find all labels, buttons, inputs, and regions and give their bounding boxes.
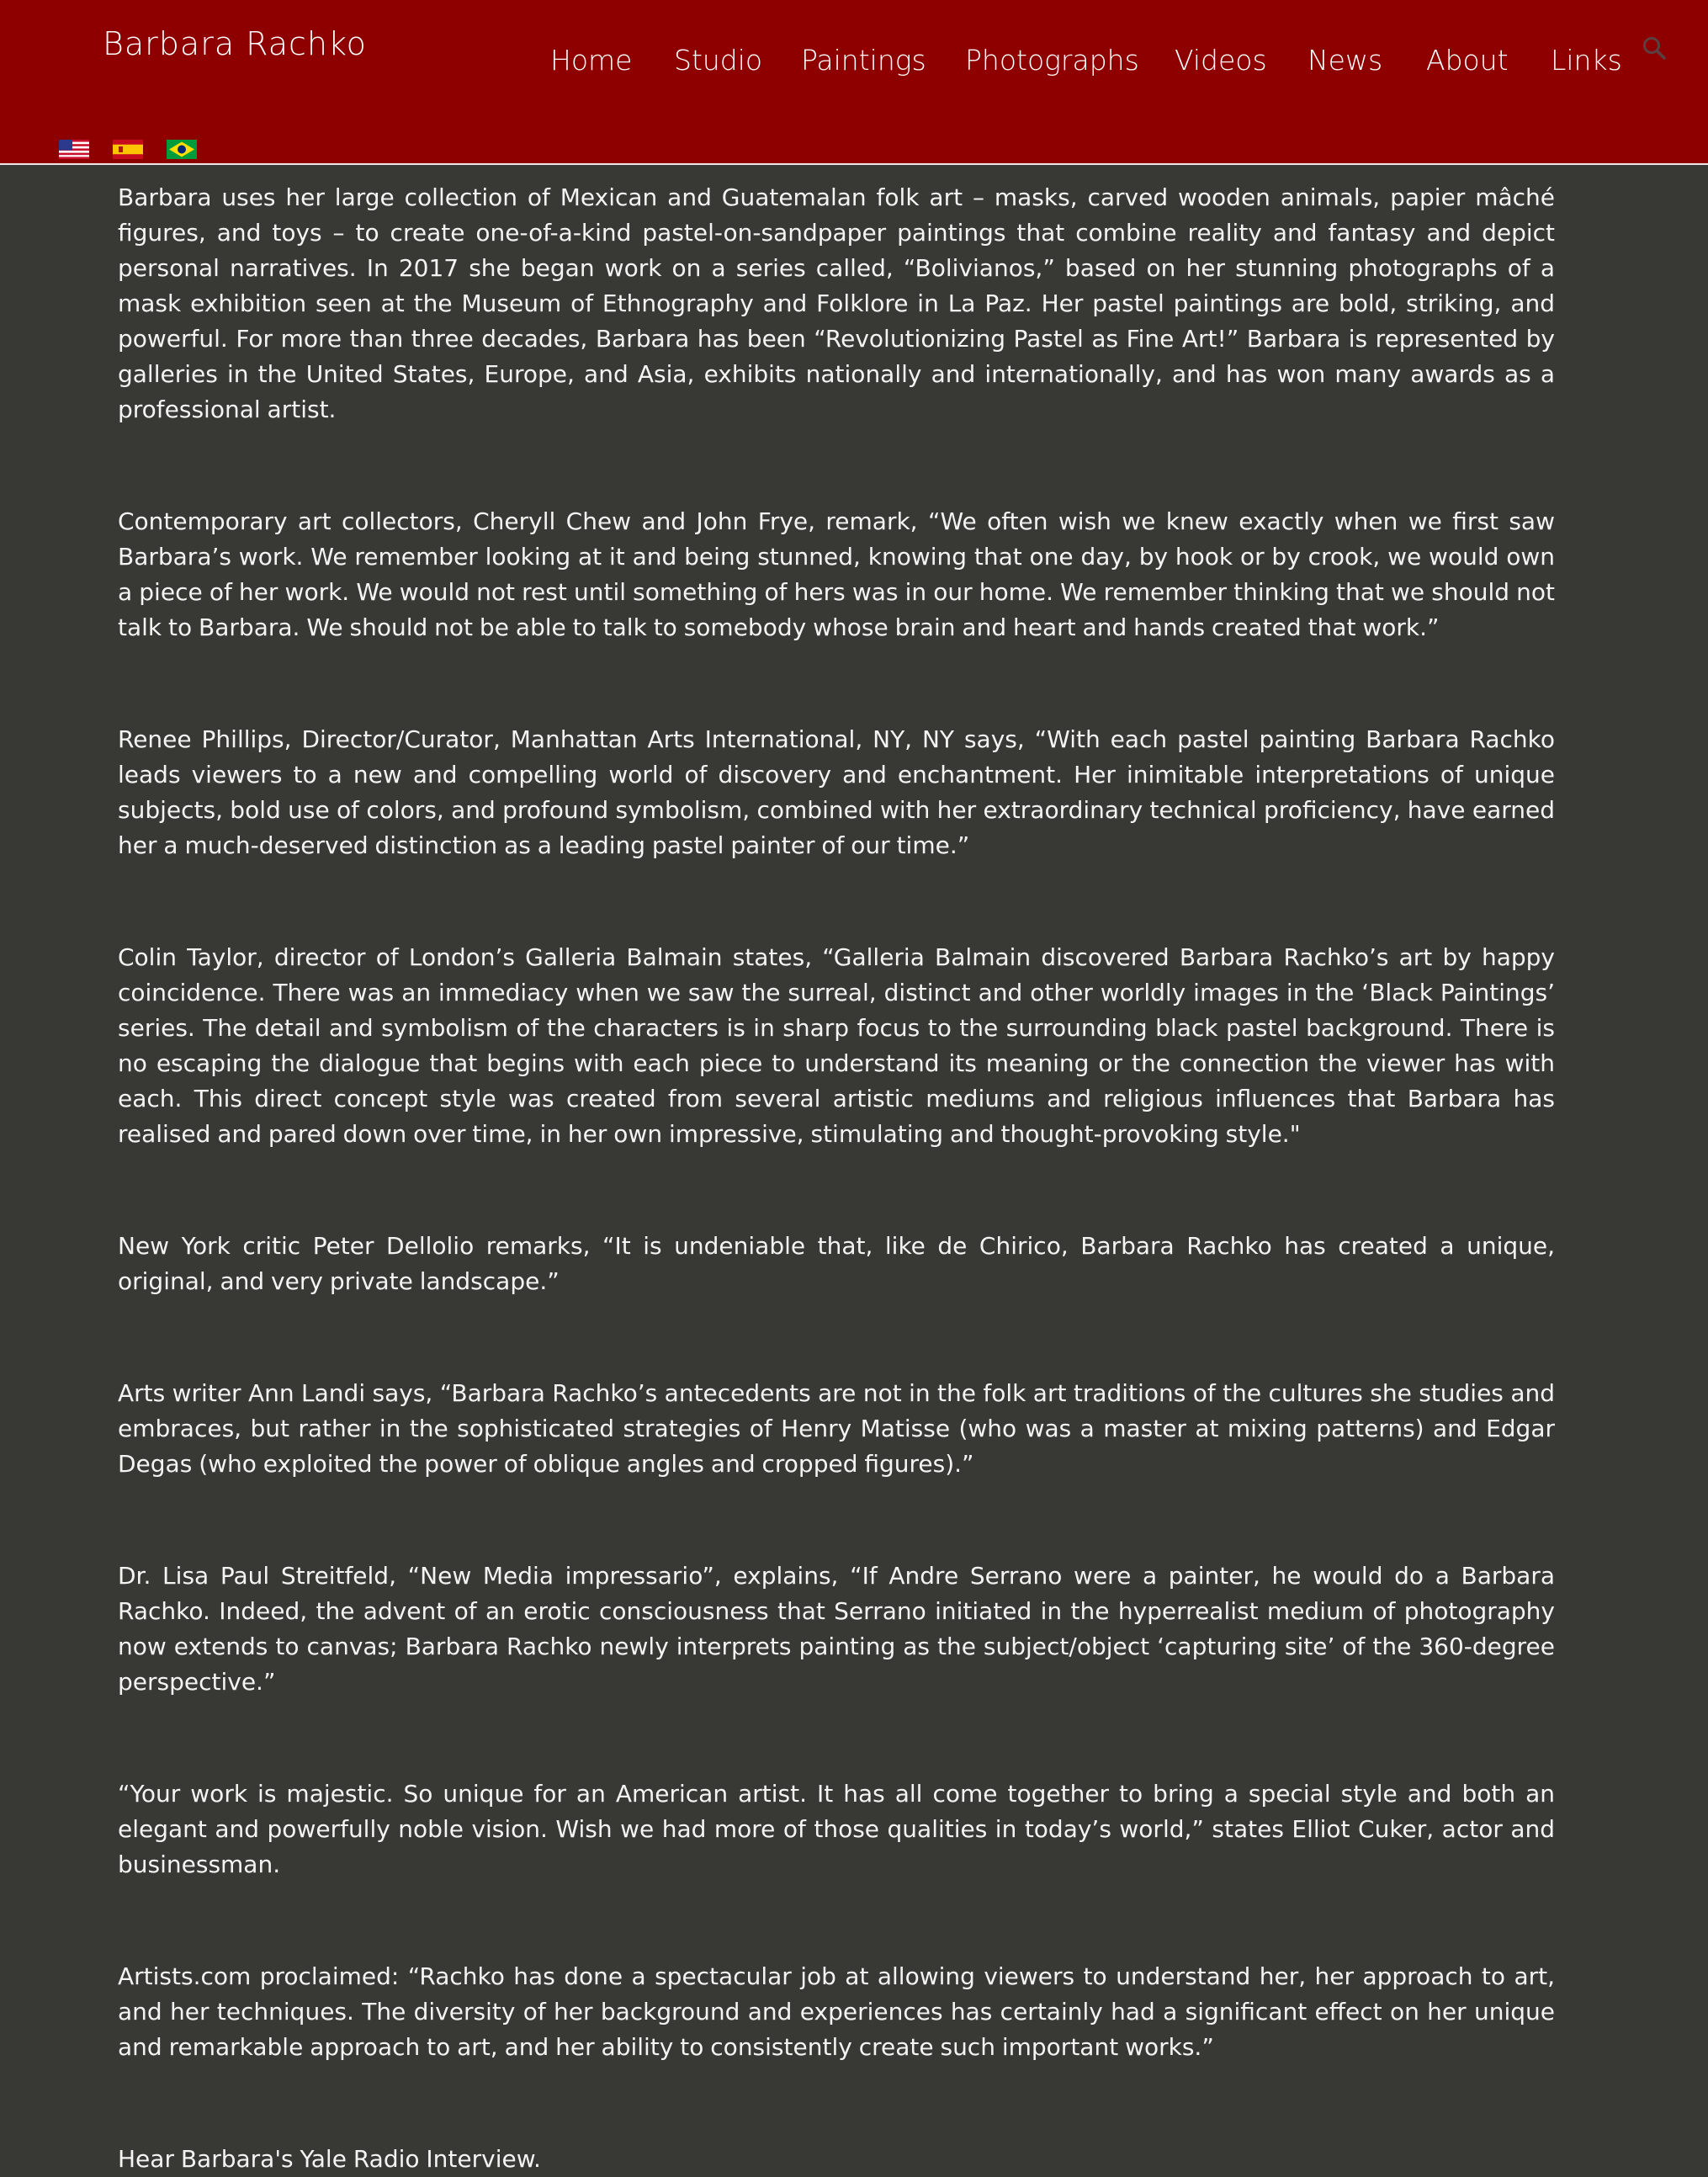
- nav-photographs[interactable]: Photographs: [965, 44, 1139, 77]
- interview-paragraph: [118, 2142, 1555, 2177]
- site-header: [0, 0, 1708, 165]
- quote-paragraph-streitfeld: Dr. Lisa Paul Streitfeld, “New Media impressario”, explains, “If Andre Serrano were a painter, he would do a Barbara Rachko. Indeed, the advent of an erotic consciousness that Serrano initiated in the hyperrealist medium of photography now extends to canvas; Barbara Rachko newly interprets painting as the subject/object ‘capturing site’ of the 360-degree perspective.”: [118, 1562, 1555, 1696]
- main-nav: [0, 44, 1708, 86]
- quote-paragraph-landi: Arts writer Ann Landi says, “Barbara Rachko’s antecedents are not in the folk art traditions of the cultures she studies and embraces, but rather in the sophisticated strategies of Henry Matisse (who was a master at mixing patterns) and Edgar Degas (who exploited the power of oblique angles and cropped figures).”: [118, 1379, 1555, 1478]
- nav-links[interactable]: Links: [1551, 44, 1622, 77]
- quote-paragraph-chew-frye: Contemporary art collectors, Cheryll Chew and John Frye, remark, “We often wish we knew exactly when we first saw Barbara’s work. We remember looking at it and being stunned, knowing that one day, by hook or by crook, we would own a piece of her work. We would not rest until something of hers was in our home. We remember thinking that we should not talk to Barbara. We should not be able to talk to somebody whose brain and heart and hands created that work.”: [118, 507, 1555, 641]
- quote-paragraph-dellolio: New York critic Peter Dellolio remarks, “It is undeniable that, like de Chirico, Barbara Rachko has created a unique, original, and very private landscape.”: [118, 1232, 1555, 1295]
- nav-home[interactable]: Home: [550, 44, 633, 77]
- nav-news[interactable]: News: [1308, 44, 1383, 77]
- brazil-flag-icon[interactable]: [167, 140, 197, 159]
- site-logo-link[interactable]: Barbara Rachko: [103, 25, 367, 62]
- quote-paragraph-taylor: Colin Taylor, director of London’s Galleria Balmain states, “Galleria Balmain discovered Barbara Rachko’s art by happy coincidence. There was an immediacy when we saw the surreal, distinct and other worldly images in the ‘Black Paintings’ series. The detail and symbolism of the characters is in sharp focus to the surrounding black pastel background. There is no escaping the dialogue that begins with each piece to understand its meaning or the connection the viewer has with each. This direct concept style was created from several artistic mediums and religious influences that Barbara has realised and pared down over time, in her own impressive, stimulating and thought-provoking style.": [118, 943, 1555, 1148]
- about-content: [118, 180, 1555, 2177]
- bio-paragraph: Barbara uses her large collection of Mexican and Guatemalan folk art – masks, carved wooden animals, papier mâché figures, and toys – to create one-of-a-kind pastel-on-sandpaper paintings that combine reality and fantasy and depict personal narratives. In 2017 she began work on a series called, “Bolivianos,” based on her stunning photographs of a mask exhibition seen at the Museum of Ethnography and Folklore in La Paz. Her pastel paintings are bold, striking, and powerful. For more than three decades, Barbara has been “Revolutionizing Pastel as Fine Art!” Barbara is represented by galleries in the United States, Europe, and Asia, exhibits nationally and internationally, and has won many awards as a professional artist.: [118, 183, 1555, 423]
- nav-videos[interactable]: Videos: [1175, 44, 1267, 77]
- us-flag-icon[interactable]: [59, 140, 89, 159]
- nav-about[interactable]: About: [1426, 44, 1509, 77]
- nav-studio[interactable]: Studio: [674, 44, 763, 77]
- quote-paragraph-phillips: Renee Phillips, Director/Curator, Manhattan Arts International, NY, NY says, “With each pastel painting Barbara Rachko leads viewers to a new and compelling world of discovery and enchantment. Her inimitable interpretations of unique subjects, bold use of colors, and profound symbolism, combined with her extraordinary technical proficiency, have earned her a much-deserved distinction as a leading pastel painter of our time.”: [118, 725, 1555, 859]
- nav-paintings[interactable]: Paintings: [801, 44, 926, 77]
- quote-paragraph-artists-com: Artists.com proclaimed: “Rachko has done a spectacular job at allowing viewers to understand her, her approach to art, and her techniques. The diversity of her background and experiences has certainly had a significant effect on her unique and remarkable approach to art, and her ability to consistently create such important works.”: [118, 1962, 1555, 2061]
- spain-flag-icon[interactable]: [113, 140, 143, 159]
- quote-paragraph-cuker: “Your work is majestic. So unique for an American artist. It has all come together to bring a special style and both an elegant and powerfully noble vision. Wish we had more of those qualities in today’s world,” states Elliot Cuker, actor and businessman.: [118, 1780, 1555, 1878]
- yale-radio-interview-link[interactable]: Hear Barbara's Yale Radio Interview.: [118, 2145, 541, 2173]
- search-icon[interactable]: [1642, 35, 1667, 61]
